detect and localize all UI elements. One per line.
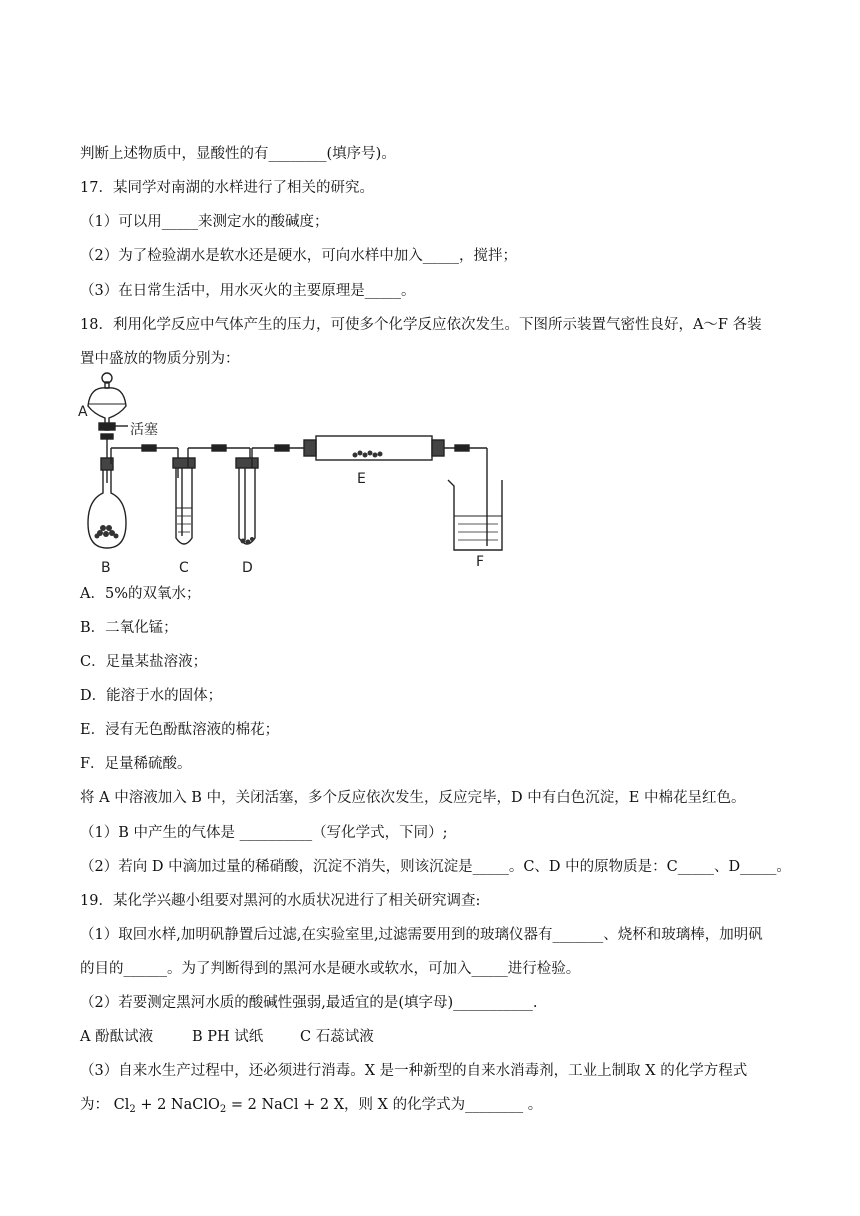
subscript: 2 [129,1104,136,1115]
text-line: （2）为了检验湖水是软水还是硬水，可向水样中加入_____，搅拌； [80,248,517,264]
text-line: 的目的______。为了判断得到的黑河水是硬水或软水，可加入_____进行检验。 [80,961,581,977]
question-19-stem: 19．某化学兴趣小组要对黑河的水质状况进行了相关研究调查: [80,893,481,909]
choice-b: B PH 试纸 [192,1029,264,1045]
text-line: （1）可以用_____来测定水的酸碱度； [80,214,329,230]
question-17-stem: 17．某同学对南湖的水样进行了相关的研究。 [80,180,374,196]
text-line: 将 A 中溶液加入 B 中，关闭活塞，多个反应依次发生，反应完毕，D 中有白色沉淀，E 中棉花呈红色。 [80,790,746,806]
label-d: D [242,560,253,576]
option-e: E．浸有无色酚酞溶液的棉花； [80,722,280,738]
equation-text: 为： Cl [80,1097,130,1113]
text-line: （2）若要测定黑河水质的酸碱性强弱,最适宜的是(填字母)___________. [80,995,538,1011]
label-f: F [476,554,485,570]
text-line: 判断上述物质中，显酸性的有________(填序号)。 [80,146,396,162]
text-line: 置中盛放的物质分别为： [80,351,240,367]
text-line: （2）若向 D 中滴加过量的稀硝酸，沉淀不消失，则该沉淀是_____。C、D 中的原物质是：C_____、D_____。 [80,859,791,875]
option-b: B．二氧化锰； [80,620,178,636]
label-a: A [78,404,88,420]
text-line: （1）B 中产生的气体是 __________（写化学式，下同）; [80,825,448,841]
label-valve: 活塞 [130,422,158,438]
question-18-stem: 18．利用化学反应中气体产生的压力，可使多个化学反应依次发生。下图所示装置气密性良好，A～F 各装 [80,317,762,333]
apparatus-figure [70,368,510,580]
label-b: B [101,560,111,576]
label-c: C [179,560,189,576]
option-d: D．能溶于水的固体； [80,688,223,704]
label-e: E [357,471,366,487]
equation-text: + 2 NaClO [135,1097,220,1113]
equation-text: = 2 NaCl + 2 X，则 X 的化学式为________ 。 [226,1097,543,1113]
option-c: C．足量某盐溶液； [80,654,208,670]
choice-a: A 酚酞试液 [80,1029,154,1045]
text-line: （3）在日常生活中，用水灭火的主要原理是_____。 [80,283,416,299]
choice-c: C 石蕊试液 [300,1029,374,1045]
subscript: 2 [219,1104,227,1115]
text-line: （1）取回水样,加明矾静置后过滤,在实验室里,过滤需要用到的玻璃仪器有_______、烧杯和玻璃棒，加明矾 [80,927,763,943]
equation-line [80,1095,542,1120]
text-line: （3）自来水生产过程中，还必须进行消毒。X 是一种新型的自来水消毒剂，工业上制取 X 的化学方程式 [80,1063,748,1079]
option-f: F．足量稀硫酸。 [80,756,192,772]
option-a: A．5%的双氧水； [80,586,201,602]
